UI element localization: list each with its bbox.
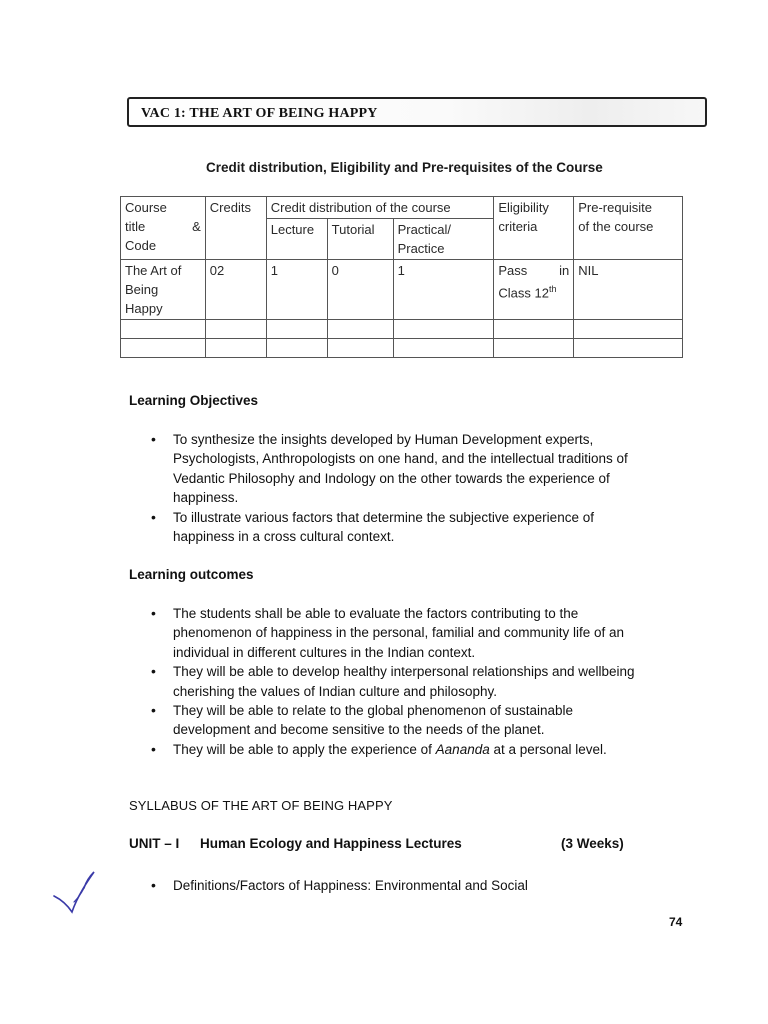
header-eligibility: Eligibility criteria <box>494 197 574 260</box>
list-item: • Definitions/Factors of Happiness: Environmental and Social <box>151 876 528 895</box>
table-row-empty <box>121 339 683 358</box>
cell-tutorial: 0 <box>327 260 393 320</box>
unit-duration: (3 Weeks) <box>561 836 624 851</box>
table-header-row <box>121 197 683 219</box>
unit-label: UNIT – I <box>129 836 180 851</box>
list-item: • To synthesize the insights developed by Human Development experts, Psychologists, Anthropologists on one hand, and the intellectual traditions of Vedantic Philosophy and Indology on the other towards the experience of happiness. <box>151 430 628 508</box>
header-tutorial: Tutorial <box>327 219 393 260</box>
header-prerequisite: Pre-requisite of the course <box>574 197 683 260</box>
learning-objectives-list <box>151 430 628 546</box>
handwritten-tick-icon <box>50 866 100 921</box>
unit-topics-list <box>151 876 528 895</box>
cell-credits: 02 <box>205 260 266 320</box>
list-item: • They will be able to apply the experience of Aananda at a personal level. <box>151 740 635 759</box>
table-row-empty <box>121 320 683 339</box>
unit-title: Human Ecology and Happiness Lectures <box>200 836 462 851</box>
course-title-box <box>127 97 707 127</box>
credit-distribution-table <box>120 196 683 358</box>
page-number: 74 <box>669 915 683 929</box>
learning-objectives-heading: Learning Objectives <box>129 393 259 408</box>
header-lecture: Lecture <box>266 219 327 260</box>
cell-practical: 1 <box>393 260 494 320</box>
learning-outcomes-heading: Learning outcomes <box>129 567 254 582</box>
table-row <box>121 260 683 320</box>
cell-prerequisite: NIL <box>574 260 683 320</box>
list-item: • They will be able to relate to the global phenomenon of sustainable development and become sensitive to the needs of the planet. <box>151 701 635 740</box>
list-item: • The students shall be able to evaluate the factors contributing to the phenomenon of happiness in the personal, familial and community life of an individual in different cultures in the Indian context. <box>151 604 635 662</box>
aananda-term: Aananda <box>435 741 490 757</box>
syllabus-heading: SYLLABUS OF THE ART OF BEING HAPPY <box>129 798 393 813</box>
list-item: • To illustrate various factors that determine the subjective experience of happiness in a cross cultural context. <box>151 508 628 547</box>
header-practical: Practical/ Practice <box>393 219 494 260</box>
header-credits: Credits <box>205 197 266 260</box>
cell-eligibility: Pass in Class 12th <box>494 260 574 320</box>
table-caption: Credit distribution, Eligibility and Pre-requisites of the Course <box>206 160 603 175</box>
course-title: VAC 1: THE ART OF BEING HAPPY <box>141 106 378 121</box>
header-course-title-code: Course title & Code <box>121 197 206 260</box>
learning-outcomes-list <box>151 604 635 759</box>
cell-lecture: 1 <box>266 260 327 320</box>
list-item: • They will be able to develop healthy interpersonal relationships and wellbeing cherishing the values of Indian culture and philosophy. <box>151 662 635 701</box>
header-credit-distribution: Credit distribution of the course <box>266 197 494 219</box>
cell-course-name: The Art of Being Happy <box>121 260 206 320</box>
